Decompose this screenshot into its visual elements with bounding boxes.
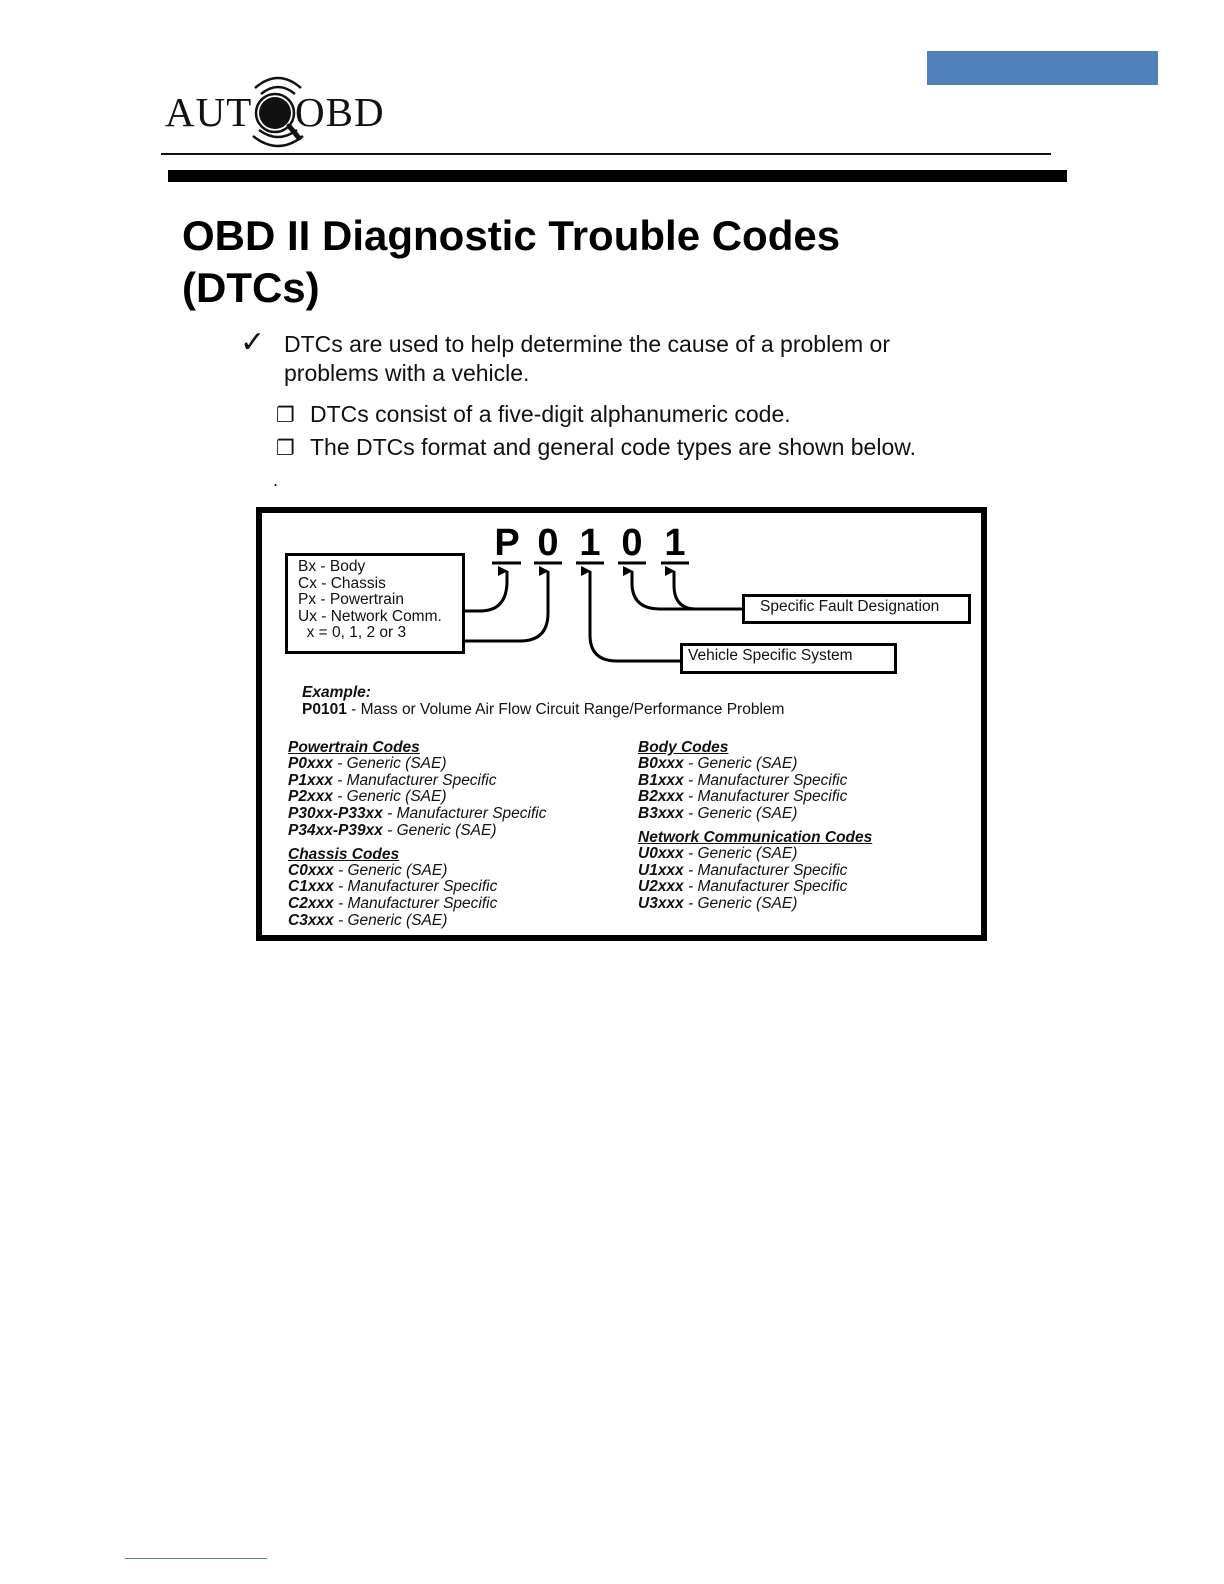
- code-id: C3xxx: [288, 911, 334, 929]
- code-desc: - Generic (SAE): [683, 805, 798, 823]
- page-title-line2: (DTCs): [182, 264, 320, 311]
- code-id: B1xxx: [638, 771, 684, 789]
- code-desc: - Generic (SAE): [332, 788, 447, 806]
- code-row: [288, 863, 547, 880]
- dtc-digit-2: 0: [537, 522, 559, 564]
- code-id: C0xxx: [288, 861, 334, 879]
- code-row: [638, 756, 872, 773]
- dtc-digit-1: P: [494, 522, 520, 564]
- example-description: - Mass or Volume Air Flow Circuit Range/Performance Problem: [346, 700, 785, 718]
- code-desc: - Manufacturer Specific: [683, 771, 848, 789]
- code-desc: - Generic (SAE): [333, 911, 448, 929]
- dtc-format-diagram: [256, 507, 987, 941]
- code-row: [288, 789, 547, 806]
- check-bullet-text: DTCs are used to help determine the cause of a problem or problems with a vehicle.: [284, 331, 890, 386]
- prefix-line-chassis: Cx - Chassis: [298, 574, 386, 592]
- code-id: P2xxx: [288, 788, 333, 806]
- dtc-digit-3: 1: [579, 522, 601, 564]
- code-id: P30xx-P33xx: [288, 805, 383, 823]
- code-desc: - Generic (SAE): [683, 844, 798, 862]
- code-desc: - Manufacturer Specific: [683, 788, 848, 806]
- code-id: B3xxx: [638, 805, 684, 823]
- code-row: [288, 896, 547, 913]
- header-rule-thick: [168, 170, 1067, 182]
- network-codes-heading: Network Communication Codes: [638, 828, 873, 846]
- prefix-line-network: Ux - Network Comm.: [298, 607, 442, 625]
- code-row: [288, 823, 547, 840]
- code-desc: - Generic (SAE): [333, 861, 448, 879]
- code-row: [288, 913, 547, 930]
- code-id: C2xxx: [288, 894, 334, 912]
- prefix-line-powertrain: Px - Powertrain: [298, 591, 404, 609]
- code-desc: - Manufacturer Specific: [333, 878, 498, 896]
- logo-text-right: OBD: [295, 89, 385, 135]
- header-rule-thin: [161, 153, 1051, 155]
- code-desc: - Generic (SAE): [683, 755, 798, 772]
- code-id: U2xxx: [638, 878, 684, 896]
- powertrain-codes-heading: Powertrain Codes: [288, 739, 420, 756]
- code-column-right: [638, 739, 872, 913]
- code-row: [638, 806, 872, 823]
- specific-fault-label: Specific Fault Designation: [742, 594, 971, 624]
- code-id: P34xx-P39xx: [288, 821, 383, 839]
- example-code: P0101: [302, 700, 347, 718]
- code-id: P1xxx: [288, 771, 333, 789]
- square-bullet-icon: ❐: [276, 436, 295, 460]
- code-column-left: [288, 739, 547, 929]
- code-id: U0xxx: [638, 844, 684, 862]
- code-desc: - Generic (SAE): [683, 894, 798, 912]
- code-row: [288, 773, 547, 790]
- code-id: B0xxx: [638, 755, 684, 772]
- code-desc: - Manufacturer Specific: [333, 894, 498, 912]
- page-title-line1: OBD II Diagnostic Trouble Codes: [182, 212, 841, 259]
- code-id: U3xxx: [638, 894, 684, 912]
- code-desc: - Manufacturer Specific: [683, 878, 848, 896]
- example-block: [302, 685, 784, 718]
- dtc-digit-4: 0: [621, 522, 643, 564]
- chassis-codes-heading: Chassis Codes: [288, 845, 400, 863]
- dtc-digit-5: 1: [664, 522, 686, 564]
- vehicle-system-label: Vehicle Specific System: [680, 643, 897, 674]
- sub-bullet-text: DTCs consist of a five-digit alphanumeric code.: [310, 401, 791, 427]
- code-row: [288, 879, 547, 896]
- code-desc: - Generic (SAE): [332, 755, 447, 772]
- autoobd-logo: [163, 72, 388, 154]
- code-row: [638, 879, 872, 896]
- code-row: [288, 756, 547, 773]
- logo-text-left: AUT: [165, 89, 253, 135]
- code-row: [288, 806, 547, 823]
- prefix-line-body: Bx - Body: [298, 558, 366, 575]
- example-title: Example:: [302, 684, 371, 701]
- code-row: [638, 773, 872, 790]
- body-codes-heading: Body Codes: [638, 739, 729, 756]
- code-desc: - Manufacturer Specific: [332, 771, 497, 789]
- code-desc: - Generic (SAE): [382, 821, 497, 839]
- sub-bullet-text: The DTCs format and general code types are shown below.: [310, 434, 916, 460]
- footnote-separator: [125, 1558, 267, 1559]
- code-id: U1xxx: [638, 861, 684, 879]
- code-id: C1xxx: [288, 878, 334, 896]
- code-row: [638, 846, 872, 863]
- check-icon: ✓: [240, 325, 266, 360]
- header-accent-bar: [927, 51, 1158, 85]
- code-row: [638, 789, 872, 806]
- code-row: [638, 863, 872, 880]
- code-row: [638, 896, 872, 913]
- code-id: B2xxx: [638, 788, 684, 806]
- prefix-legend-box: [285, 553, 465, 654]
- stray-dot: .: [273, 470, 279, 490]
- code-desc: - Manufacturer Specific: [382, 805, 547, 823]
- code-desc: - Manufacturer Specific: [683, 861, 848, 879]
- square-bullet-icon: ❐: [276, 403, 295, 427]
- page-title: [182, 210, 840, 314]
- code-id: P0xxx: [288, 755, 333, 772]
- prefix-line-x-values: x = 0, 1, 2 or 3: [298, 624, 407, 642]
